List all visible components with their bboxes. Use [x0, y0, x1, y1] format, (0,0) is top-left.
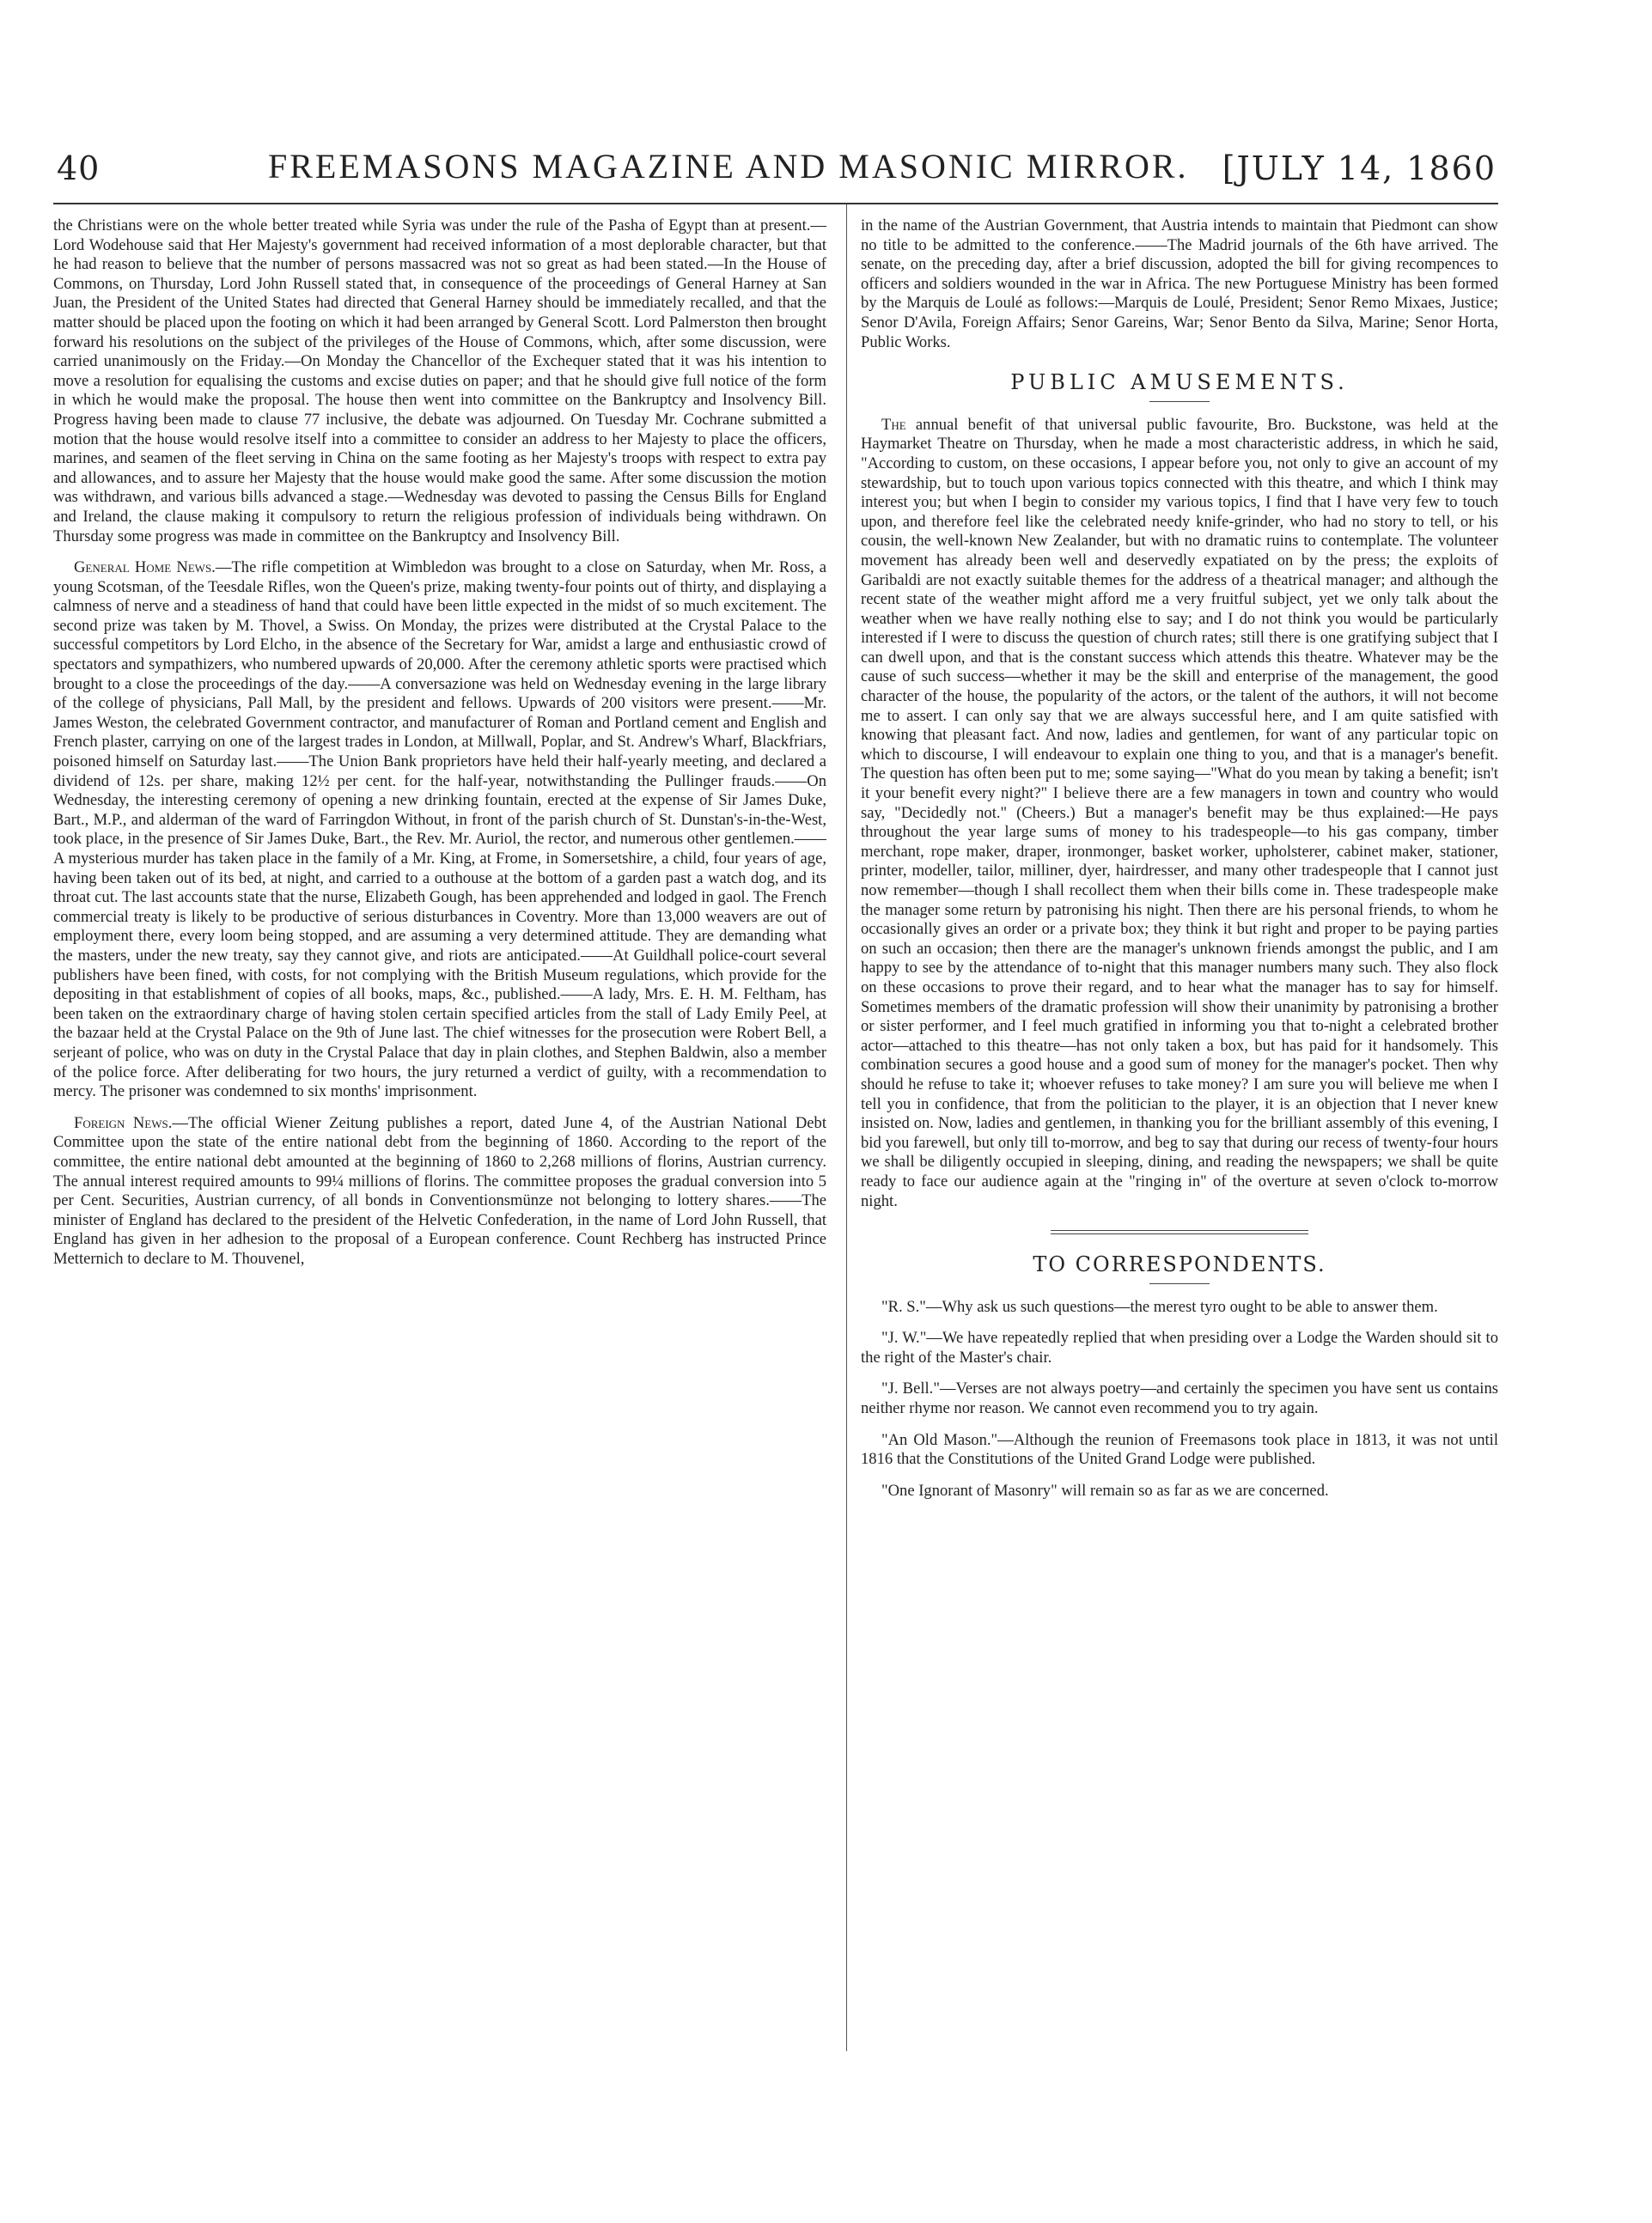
foreign-news-heading: Foreign News. — [74, 1113, 173, 1132]
right-column — [861, 216, 1498, 1501]
correspondent-reply: "R. S."—Why ask us such questions—the merest tyro ought to be able to answer them. — [881, 1297, 1438, 1316]
amusements-lead: The — [881, 415, 906, 434]
public-amusements-heading: PUBLIC AMUSEMENTS. — [1010, 370, 1349, 395]
correspondents-heading: TO CORRESPONDENTS. — [1033, 1252, 1326, 1277]
home-news-heading: General Home News. — [74, 558, 216, 577]
header-rule — [53, 203, 1498, 204]
page-header — [53, 144, 1497, 196]
foreign-news-continued: in the name of the Austrian Government, that Austria intends to maintain that Piedmont can show no title to be admitted to the conference.——The Madrid journals of the 6th have arrived. The senate, on the preceding day, after a brief discussion, adopted the bill for giving recompences to officers and soldiers wounded in the war in Africa. The new Portuguese Ministry has been formed by the Marquis de Loulé as follows:—Marquis de Loulé, President; Senor Remo Mixaes, Justice; Senor D'Avila, Foreign Affairs; Senor Gareins, War; Senor Bento da Silva, Marine; Senor Horta, Public Works. — [861, 216, 1498, 351]
foreign-news-text: —The official Wiener Zeitung publishes a report, dated June 4, of the Austrian National Debt Committee upon the state of the entire national debt from the beginning of 1860. According to the report of the committee, the entire national debt amounted at the beginning of 1860 to 2,268 millions of florins, Austrian currency. The annual interest required amounts to 99¼ millions of florins. The committee proposes the gradual conversion into 5 per Cent. Securities, Austrian currency, of all bonds in Conventionsmünze not belonging to lottery shares.——The minister of England has declared to the president of the Helvetic Confederation, in the name of Lord John Russell, that England has given in her adhesion to the proposal of a European conference. Count Rechberg has instructed Prince Metternich to declare to M. Thouvenel, — [53, 1113, 826, 1268]
masthead-title: FREEMASONS MAGAZINE AND MASONIC MIRROR. — [268, 147, 1189, 186]
home-news-text: —The rifle competition at Wimbledon was brought to a close on Saturday, when Mr. Ross, a young Scotsman, of the Teesdale Rifles, won the Queen's prize, making twenty-four points out of thirty, and displaying a calmness of nerve and a steadiness of hand that could have been little expected in the midst of so much excitement. The second prize was taken by M. Thovel, a Swiss. On Monday, the prizes were distributed at the Crystal Palace to the successful competitors by Lord Elcho, in the absence of the Secretary for War, amidst a large and enthusiastic crowd of spectators and sympathizers, who numbered upwards of 20,000. After the ceremony athletic sports were practised which brought to a close the proceedings of the day.——A conversazione was held on Wednesday evening in the large library of the college of physicians, Pall Mall, by the president and fellows. Upwards of 200 visitors were present.——Mr. James Weston, the celebrated Government contractor, and manufacturer of Roman and Portland cement and English and French plaster, carrying on one of the largest trades in London, at Millwall, Poplar, and St. Andrew's Wharf, Blackfriars, poisoned himself on Saturday last.——The Union Bank proprietors have held their half-yearly meeting, and declared a dividend of 12s. per share, making 12½ per cent. for the half-year, notwithstanding the Pullinger frauds.——On Wednesday, the interesting ceremony of opening a new drinking fountain, erected at the expense of Sir James Duke, Bart., M.P., and alderman of the ward of Farringdon Without, in front of the parish church of St. Dunstan's-in-the-West, took place, in the presence of Sir James Duke, Bart., the Rev. Mr. Auriol, the rector, and numerous other gentlemen.——A mysterious murder has taken place in the family of a Mr. King, at Frome, in Somersetshire, a child, four years of age, having been taken out of its bed, at night, and carried to a outhouse at the bottom of a garden past a watch dog, and its throat cut. The last accounts state that the nurse, Elizabeth Gough, has been apprehended and lodged in gaol. The French commercial treaty is likely to be productive of serious disturbances in Coventry. More than 13,000 weavers are out of employment there, every loom being stopped, and are assuming a very determined attitude. They are demanding what the masters, under the new treaty, say they cannot give, and riots are anticipated.——At Guildhall police-court several publishers have been fined, with costs, for not complying with the British Museum regulations, which provide for the depositing in that establishment of copies of all books, maps, &c., published.——A lady, Mrs. E. H. M. Feltham, has been taken on the extraordinary charge of having stolen certain specified articles from the stall of Lady Emily Peel, at the bazaar held at the Crystal Palace on the 9th of June last. The chief witnesses for the prosecution were Robert Bell, a serjeant of police, who was on duty in the Crystal Palace that day in plain clothes, and Stephen Baldwin, also a member of the police force. After deliberating for two hours, the jury returned a verdict of guilty, with a recommendation to mercy. The prisoner was condemned to six months' imprisonment. — [53, 558, 827, 1101]
correspondent-reply: "One Ignorant of Masonry" will remain so as far as we are concerned. — [881, 1481, 1329, 1500]
correspondents-rule — [1149, 1283, 1210, 1284]
home-news-paragraph — [53, 558, 826, 1102]
correspondents-list — [861, 1298, 1498, 1501]
correspondent-reply: "J. W."—We have repeatedly replied that when presiding over a Lodge the Warden should sit to the right of the Master's chair. — [861, 1329, 1498, 1367]
parliament-paragraph: the Christians were on the whole better treated while Syria was under the rule of the Pasha of Egypt than at present.—Lord Wodehouse said that Her Majesty's government had received information of a most deplorable character, but that he had reason to believe that the number of persons massacred was not so great as had been stated.—In the House of Commons, on Thursday, Lord John Russell stated that, in consequence of the proceedings of General Harney at San Juan, the President of the United States had directed that General Harney should be immediately recalled, and that the matter should be placed upon the footing on which it had been arranged by General Scott. Lord Palmerston then brought forward his resolutions on the subject of the privileges of the House of Commons, which, after some discussion, were carried unanimously on the Friday.—On Monday the Chancellor of the Exchequer stated that it was his intention to move a resolution for equalising the customs and excise duties on paper; and that he should give full notice of the form in which he would make the proposal. The house then went into committee on the Bankruptcy and Insolvency Bill. Progress having been made to clause 77 inclusive, the debate was adjourned. On Tuesday Mr. Cochrane submitted a motion that the house would resolve itself into a committee to consider an address to her Majesty to place the officers, marines, and seamen of the fleet serving in China on the same footing as her Majesty's troops with respect to extra pay and allowances, and to assure her Majesty that the house would make good the same. After some discussion the motion was withdrawn, and various bills advanced a stage.—Wednesday was devoted to passing the Census Bills for England and Ireland, the clause making it compulsory to return the religious profession of individuals being withdrawn. On Thursday some progress was made in committee on the Bankruptcy and Insolvency Bill. — [53, 216, 826, 545]
amusements-text: annual benefit of that universal public favourite, Bro. Buckstone, was held at the Haymarket Theatre on Thursday, when he made a most characteristic address, in which he said, "According to custom, on these occasions, I appear before you, not only to give an account of my stewardship, but to touch upon various topics connected with this theatre, and which I think may interest you; but when I begin to consider my various topics, I find that I have very few to touch upon, and therefore feel like the celebrated needy knife-grinder, who had no story to tell, or his cousin, the well-known New Zealander, but with no dramatic ruins to contemplate. The volunteer movement has already been well and deservedly expatiated on by the press; the exploits of Garibaldi are not exactly suitable themes for the address of a theatrical manager; and although the recent state of the weather might afford me a very fruitful subject, yet we only talk about the weather when we have really nothing else to say; and I do not think you would be particularly interested if I were to discuss the question of church rates; still there is one gratifying subject that I can dwell upon, and that is the constant success which attends this theatre. Whatever may be the cause of such success—whether it may be the skill and enterprise of the management, the good character of the house, the popularity of the actors, or the talent of the authors, it will not become me to assert. I can only say that we are always successful here, and I am quite satisfied with knowing that pleasant fact. And now, ladies and gentlemen, for want of any particular topic on which to discourse, I will endeavour to explain one thing to you, and that is a manager's benefit. The question has often been put to me; some saying—"What do you mean by taking a benefit; isn't it your benefit every night?" I believe there are a few managers in town and country who would say, "Decidedly not." (Cheers.) But a manager's benefit may be thus explained:—He pays throughout the year large sums of money to his tradespeople—to his gas company, timber merchant, rope maker, draper, ironmonger, basket worker, upholsterer, cabinet maker, stationer, printer, modeller, tailor, milliner, dyer, hairdresser, and many other tradespeople that I cannot just now remember—though I shall recollect them when their bills come in. These tradespeople make the manager some return by patronising his night. Then there are his personal friends, to whom he occasionally gives an order or a private box; they think it but right and proper to be paying parties on such an occasion; then there are the manager's unknown friends amongst the public, and I am happy to see by the attendance of to-night that this manager numbers many such. They also flock on these occasions to prove their regard, and to hear what the manager has to say for himself. Sometimes members of the dramatic profession will show their unanimity by patronising a brother or sister performer, and I feel much gratified in informing you that to-night a celebrated brother actor—attached to this theatre—has not only taken a box, but has paid for it handsomely. This combination secures a good house and a good sum of money for the manager's pocket. Then why should he refuse to take it; whoever refuses to take money? I am sure you will believe me when I tell you in confidence, that from the politician to the player, it is an objection that I never knew insisted on. Now, ladies and gentlemen, in thanking you for the brilliant assembly of this evening, I bid you farewell, but only till to-morrow, and beg to say that during our recess of twenty-four hours we shall be diligently occupied in sleeping, dining, and reading the newspapers; we shall be quite ready to face our audience again at the "ringing in" of the overture at seven o'clock to-morrow night. — [861, 415, 1498, 1210]
correspondent-reply: "J. Bell."—Verses are not always poetry—and certainly the specimen you have sent us contains neither rhyme nor reason. We cannot even recommend you to try again. — [861, 1379, 1498, 1418]
amusements-paragraph — [861, 416, 1498, 1211]
section-double-rule — [1051, 1230, 1308, 1234]
correspondent-reply: "An Old Mason."—Although the reunion of Freemasons took place in 1813, it was not until 1816 that the Constitutions of the United Grand Lodge were published. — [861, 1430, 1498, 1469]
section-rule — [1149, 401, 1210, 402]
foreign-news-paragraph — [53, 1114, 826, 1270]
column-divider — [846, 204, 847, 2051]
page-number: 40 — [57, 149, 101, 187]
left-column — [53, 216, 826, 1269]
issue-date: [JULY 14, 1860 — [1222, 149, 1497, 187]
